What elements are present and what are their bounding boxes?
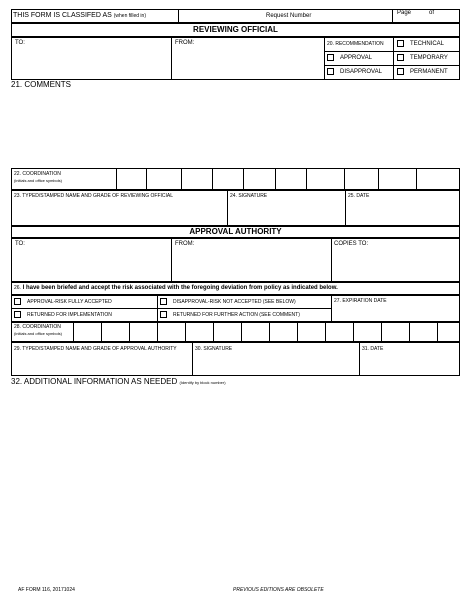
classification-text: THIS FORM IS CLASSIFED AS — [13, 12, 112, 19]
sig1-name-field[interactable] — [12, 200, 226, 225]
technical-checkbox[interactable] — [397, 40, 404, 47]
reviewing-from-field[interactable] — [172, 48, 323, 79]
comments-label: 21. COMMENTS — [11, 80, 72, 89]
coord2-cell-divider — [409, 322, 410, 342]
coord2-cell-divider — [353, 322, 354, 342]
decision-hline — [11, 308, 331, 309]
sig2-date-label: 31. DATE — [362, 346, 384, 352]
approval-title: APPROVAL AUTHORITY — [189, 227, 282, 236]
coordination1-label: 22. COORDINATION — [14, 171, 61, 177]
approval-risk-accepted-checkbox[interactable] — [14, 298, 21, 305]
sig1-date-field[interactable] — [346, 200, 459, 225]
coord1-cell-divider — [243, 168, 244, 190]
expiration-date-label: 27. EXPIRATION DATE — [334, 298, 387, 304]
briefed-text: I have been briefed and accept the risk associated with the foregoing deviation from policy as indicated below. — [22, 285, 338, 291]
coord1-cell-divider — [378, 168, 379, 190]
technical-option-label: TECHNICAL — [410, 41, 445, 47]
reviewing-to-label: TO: — [15, 40, 25, 46]
coord1-cell-divider — [181, 168, 182, 190]
approval-to-label: TO: — [15, 241, 25, 247]
additional-info-field[interactable] — [11, 388, 460, 578]
coordination1-sub: (initials and office symbols) — [14, 178, 62, 183]
coord2-cell-divider — [269, 322, 270, 342]
coord1-cell-divider — [306, 168, 307, 190]
coordination-row-1 — [11, 168, 460, 190]
coord1-cell-divider — [275, 168, 276, 190]
reviewing-divider-2 — [324, 37, 325, 80]
coord2-cell-divider — [437, 322, 438, 342]
page-label: Page — [397, 10, 412, 16]
coord2-cell-divider — [73, 322, 74, 342]
disapproval-risk-not-accepted-label: DISAPPROVAL-RISK NOT ACCEPTED (SEE BELOW) — [173, 299, 296, 305]
approval-from-field[interactable] — [172, 249, 330, 281]
sig1-date-label: 25. DATE — [348, 193, 370, 199]
coord2-cell-divider — [381, 322, 382, 342]
copies-to-label: COPIES TO: — [334, 241, 369, 247]
coord2-cell-divider — [185, 322, 186, 342]
coordination2-sub: (initials and office symbols) — [14, 331, 62, 336]
expiration-date-field[interactable] — [332, 305, 459, 321]
reviewing-title: REVIEWING OFFICIAL — [193, 25, 278, 34]
comments-field[interactable] — [11, 90, 460, 168]
coord1-cell-divider — [212, 168, 213, 190]
coord1-cell-divider — [146, 168, 147, 190]
coord2-cell-divider — [101, 322, 102, 342]
decision-divider-1 — [157, 295, 158, 322]
sig1-name-label: 23. TYPED/STAMPED NAME AND GRADE OF REVIEWING OFFICIAL — [14, 193, 174, 199]
disapproval-checkbox[interactable] — [327, 68, 334, 75]
reviewing-to-field[interactable] — [12, 48, 170, 79]
coord2-cell-divider — [325, 322, 326, 342]
page-of-label: of — [429, 10, 435, 16]
returned-further-action-label: RETURNED FOR FURTHER ACTION (SEE COMMENT) — [173, 312, 300, 318]
returned-further-action-checkbox[interactable] — [160, 311, 167, 318]
coord2-cell-divider — [241, 322, 242, 342]
coord1-cell-divider — [344, 168, 345, 190]
disapproval-risk-not-accepted-checkbox[interactable] — [160, 298, 167, 305]
temporary-option-label: TEMPORARY — [410, 55, 448, 61]
reviewing-from-label: FROM: — [175, 40, 195, 46]
header-divider-1 — [178, 9, 179, 23]
request-number-label: Request Number — [266, 13, 312, 19]
copies-to-field[interactable] — [332, 249, 459, 281]
briefed-number: 26. — [14, 285, 21, 291]
coord2-cell-divider — [129, 322, 130, 342]
permanent-checkbox[interactable] — [397, 68, 404, 75]
reviewing-hline-2 — [324, 65, 460, 66]
sig2-signature-label: 30. SIGNATURE — [195, 346, 233, 352]
approval-checkbox[interactable] — [327, 54, 334, 61]
additional-info-text: 32. ADDITIONAL INFORMATION AS NEEDED — [11, 377, 178, 386]
disapproval-option-label: DISAPPROVAL — [340, 69, 382, 75]
sig1-signature-label: 24. SIGNATURE — [230, 193, 268, 199]
form-id: AF FORM 116, 20171024 — [18, 587, 75, 593]
reviewing-divider-3 — [393, 37, 394, 80]
header-divider-2 — [392, 9, 393, 23]
permanent-option-label: PERMANENT — [410, 69, 448, 75]
coord1-cell-divider — [416, 168, 417, 190]
briefed-statement — [14, 285, 338, 292]
coord2-cell-divider — [297, 322, 298, 342]
coord2-cell-divider — [213, 322, 214, 342]
additional-info-note: (Identify by block number) — [179, 380, 226, 385]
sig2-name-label: 29. TYPED/STAMPED NAME AND GRADE OF APPROVAL AUTHORITY — [14, 346, 177, 352]
returned-implementation-checkbox[interactable] — [14, 311, 21, 318]
approval-option-label: APPROVAL — [340, 55, 372, 61]
coordination2-label: 28. COORDINATION — [14, 324, 61, 330]
sig1-signature-field[interactable] — [228, 200, 344, 225]
recommendation-label: 20. RECOMMENDATION — [327, 41, 384, 47]
coord2-cell-divider — [157, 322, 158, 342]
reviewing-hline-1 — [324, 51, 460, 52]
classification-label — [13, 12, 146, 20]
approval-from-label: FROM: — [175, 241, 195, 247]
returned-implementation-label: RETURNED FOR IMPLEMENTATION — [27, 312, 112, 318]
obsolete-notice: PREVIOUS EDITIONS ARE OBSOLETE — [233, 587, 324, 593]
coord1-cell-divider — [116, 168, 117, 190]
temporary-checkbox[interactable] — [397, 54, 404, 61]
sig2-name-field[interactable] — [12, 353, 191, 375]
approval-risk-accepted-label: APPROVAL-RISK FULLY ACCEPTED — [27, 299, 112, 305]
additional-info-label — [11, 377, 226, 387]
approval-to-field[interactable] — [12, 249, 170, 281]
classification-note: (when filled in) — [113, 13, 146, 19]
sig2-date-field[interactable] — [360, 353, 459, 375]
sig2-signature-field[interactable] — [193, 353, 358, 375]
coordination-row-2 — [11, 322, 460, 342]
